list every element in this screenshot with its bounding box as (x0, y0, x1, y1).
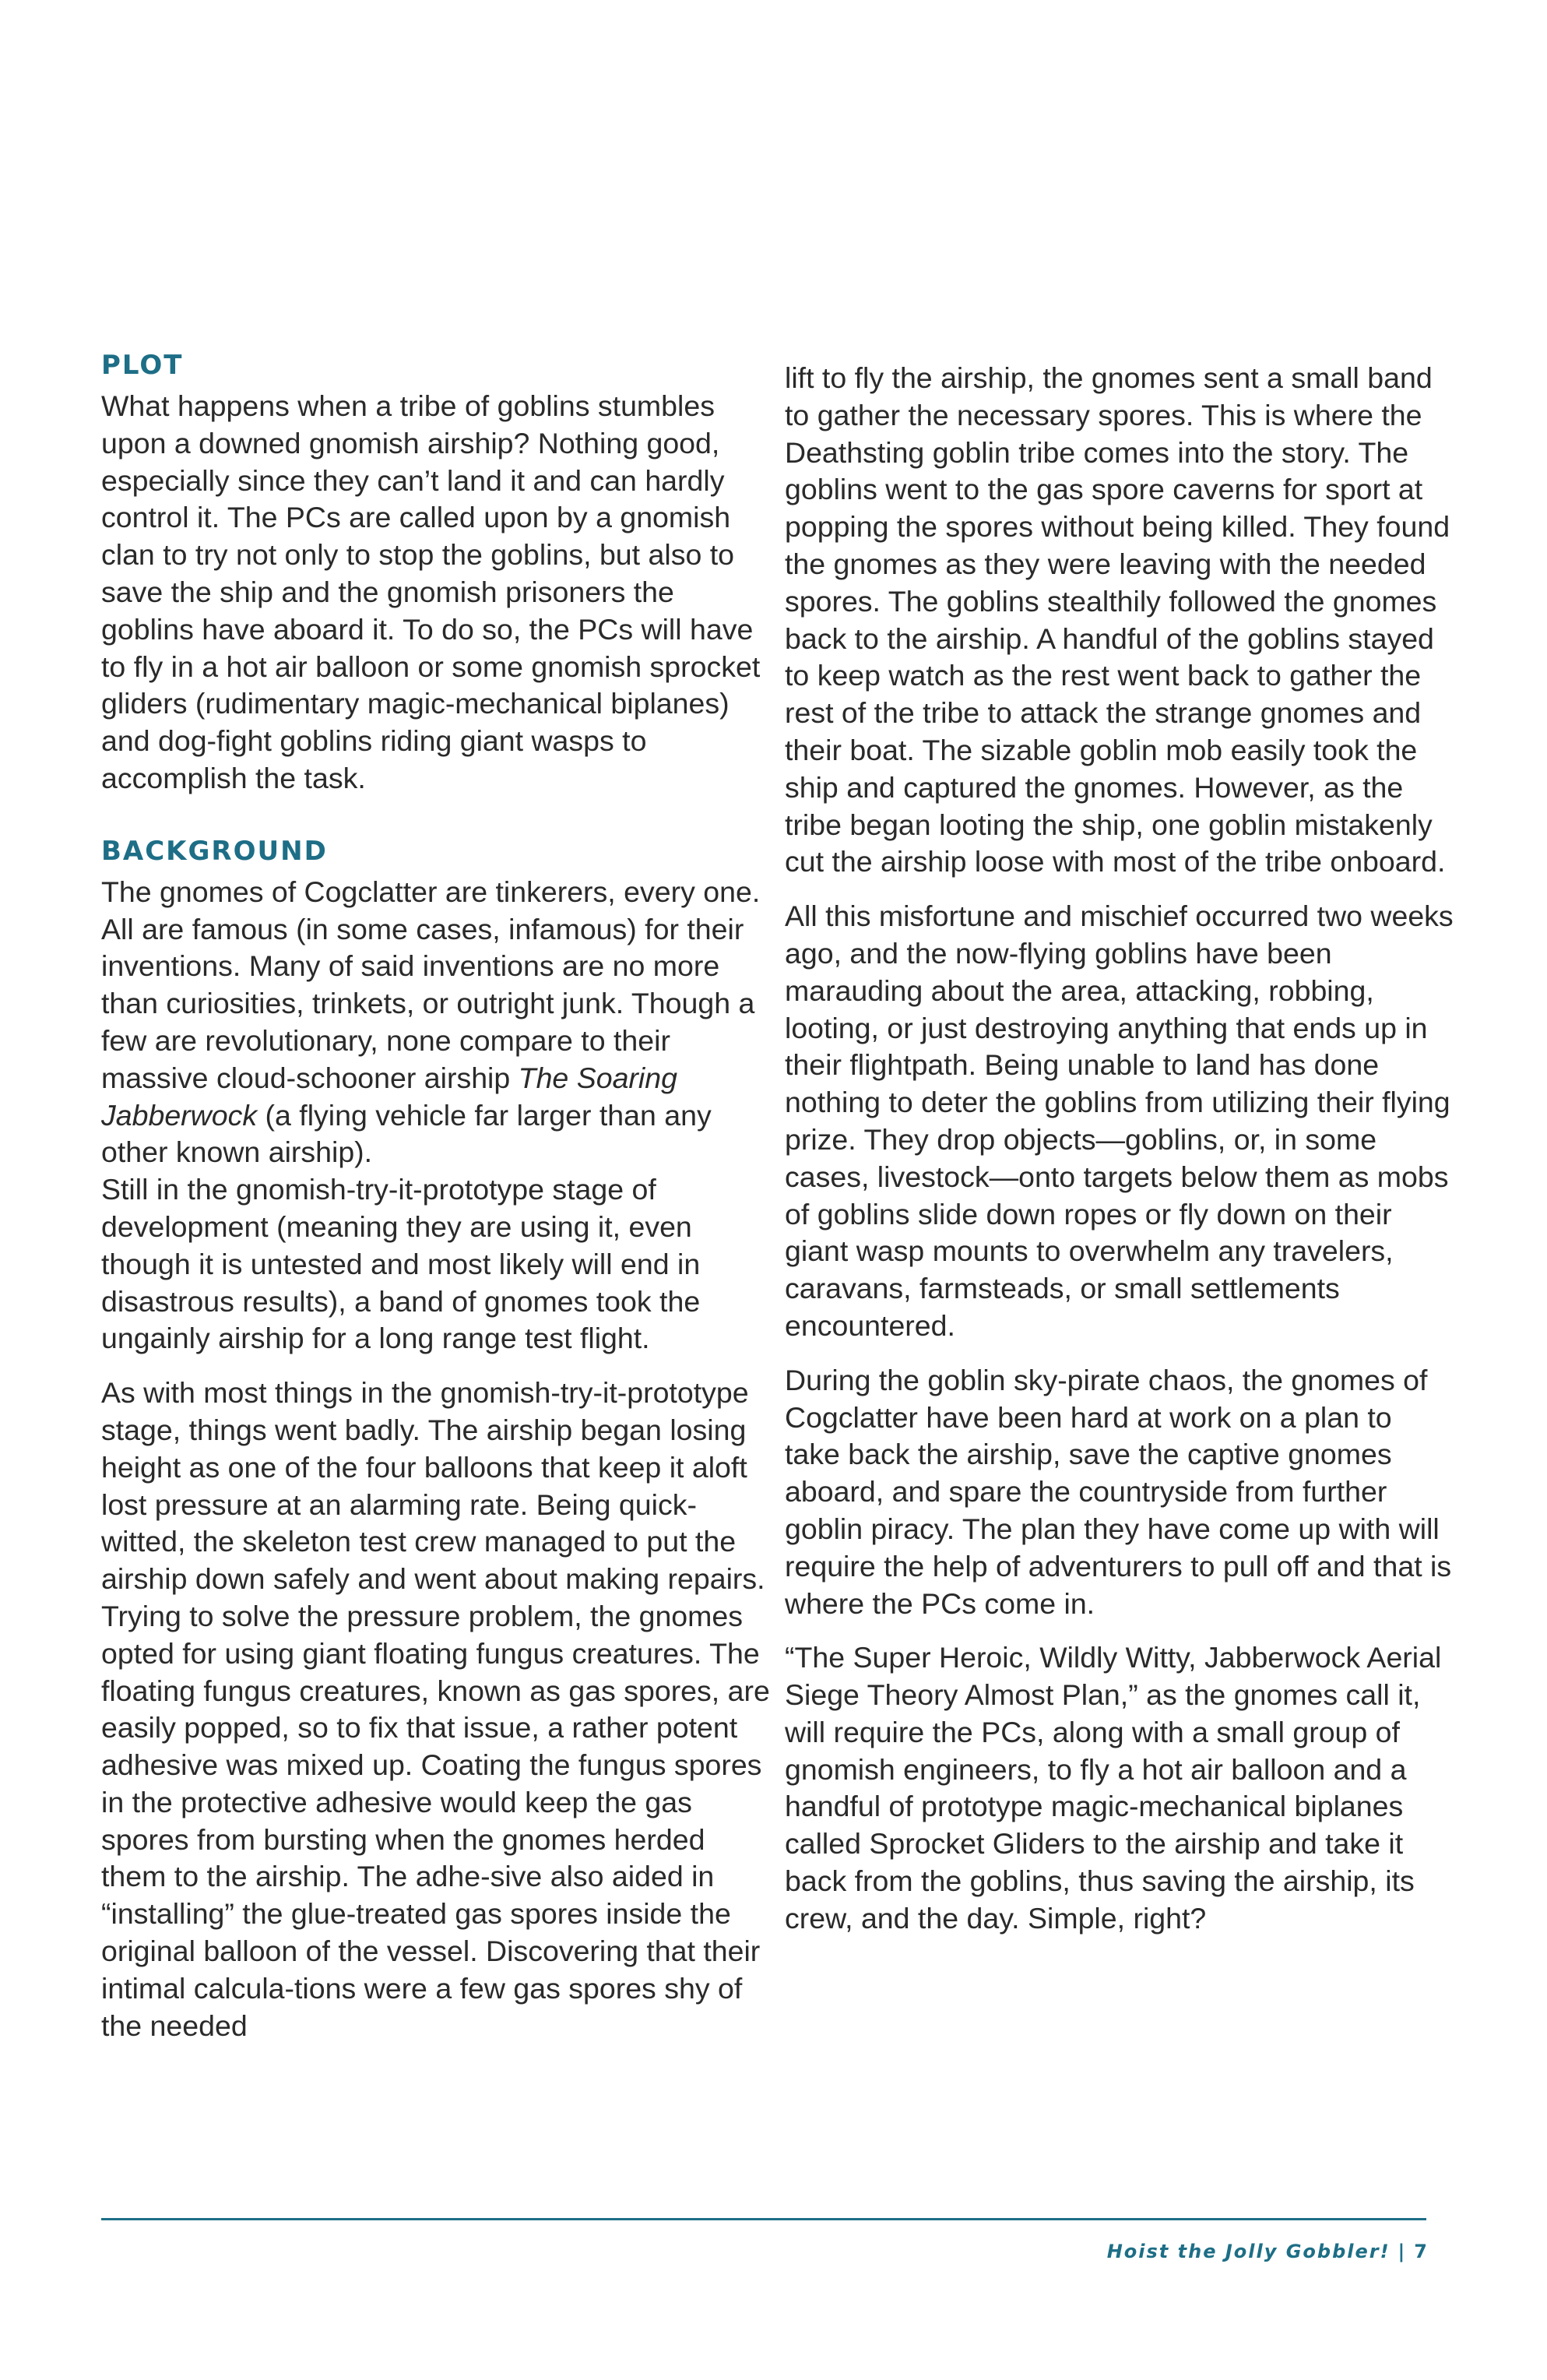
background-paragraph-4: During the goblin sky-pirate chaos, the gnomes of Cogclatter have been hard at work on a plan to take back the airship, save the captive gnomes aboard, and spare the countryside from further goblin piracy. The plan they have come up with will require the help of adventurers to pull off and that is where the PCs come in. (785, 1363, 1452, 1620)
footer-separator: | (1398, 2241, 1407, 2262)
footer-title: Hoist the Jolly Gobbler! (1106, 2241, 1391, 2262)
background-p1-text-b: (a flying vehicle far larger than any other known airship). (101, 1098, 712, 1169)
background-paragraph-3: All this misfortune and mischief occurred two weeks ago, and the now-flying goblins have been marauding about the area, attacking, robbing, looting, or just destroying anything that ends up in their flightpath. Being unable to land has done nothing to deter the goblins from utilizing their flying prize. They drop objects—goblins, or, in some cases, livestock—onto targets below them as mobs of goblins slide down ropes or fly down on their giant wasp mounts to overwhelm any travelers, caravans, farmsteads, or small settlements encountered. (785, 900, 1454, 1342)
left-column (101, 349, 771, 2044)
plot-heading: PLOT (101, 350, 184, 381)
background-paragraph-2-continued: lift to fly the airship, the gnomes sent a small band to gather the necessary spores. This is where the Deathsting goblin tribe comes into the story. The goblins went to the gas spore caverns for sport at popping the spores without being killed. They found the gnomes as they were leaving with the needed spores. The goblins stealthily followed the gnomes back to the airship. A handful of the goblins stayed to keep watch as the rest went back to gather the rest of the tribe to attack the strange gnomes and their boat. The sizable goblin mob easily took the ship and captured the gnomes. However, as the tribe began looting the ship, one goblin mistakenly cut the airship loose with most of the tribe onboard. (785, 361, 1450, 878)
background-heading: BACKGROUND (101, 835, 328, 867)
background-p1-text-a: The gnomes of Cogclatter are tinkerers, every one. All are famous (in some cases, infamous) for their inventions. Many of said inventions are no more than curiosities, trinkets, or outright junk. Though a few are revolutionary, none compare to their massive cloud-schooner airship (101, 875, 761, 1094)
airship-name: The Soaring Jabberwock (101, 1061, 677, 1132)
background-paragraph-5: “The Super Heroic, Wildly Witty, Jabberwock Aerial Siege Theory Almost Plan,” as the gnomes call it, will require the PCs, along with a small group of gnomish engineers, to fly a hot air balloon and a handful of prototype magic-mechanical biplanes called Sprocket Gliders to the airship and take it back from the goblins, thus saving the airship, its crew, and the day. Simple, right? (785, 1641, 1442, 1935)
page-number: 7 (1414, 2241, 1429, 2262)
footer-rule (101, 2218, 1426, 2220)
background-paragraph-2: As with most things in the gnomish-try-it-prototype stage, things went badly. The airship began losing height as one of the four balloons that keep it aloft lost pressure at an alarming rate. Being quick-witted, the skeleton test crew managed to put the airship down safely and went about making repairs. Trying to solve the pressure problem, the gnomes opted for using giant floating fungus creatures. The floating fungus creatures, known as gas spores, are easily popped, so to fix that issue, a rather potent adhesive was mixed up. Coating the fungus spores in the protective adhesive would keep the gas spores from bursting when the gnomes herded them to the airship. The adhe-sive also aided in “installing” the glue-treated gas spores inside the original balloon of the vessel. Discovering that their intimal calcula-tions were a few gas spores shy of the needed (101, 1376, 770, 2042)
right-column (785, 360, 1454, 1955)
plot-paragraph: What happens when a tribe of goblins stumbles upon a downed gnomish airship? Nothing good, especially since they can’t land it and can hardly control it. The PCs are called upon by a gnomish clan to try not only to stop the goblins, but also to save the ship and the gnomish prisoners the goblins have aboard it. To do so, the PCs will have to fly in a hot air balloon or some gnomish sprocket gliders (rudimentary magic-mechanical biplanes) and dog-fight goblins riding giant wasps to accomplish the task. (101, 389, 761, 794)
footer (1107, 2241, 1429, 2262)
background-paragraph-1-continued: Still in the gnomish-try-it-prototype stage of development (meaning they are using it, even though it is untested and most likely will end in disastrous results), a band of gnomes took the ungainly airship for a long range test flight. (101, 1173, 701, 1355)
background-paragraph-1 (101, 874, 771, 1171)
